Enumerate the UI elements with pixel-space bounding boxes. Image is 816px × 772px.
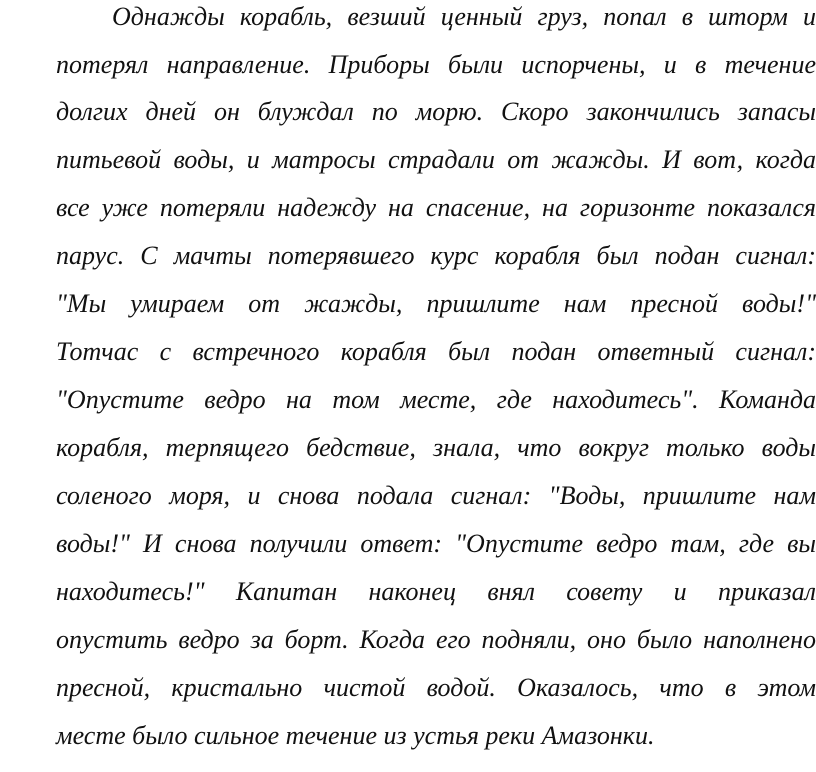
paragraph-line: корабля, терпящего бедствие, знала, что вокруг только воды <box>56 433 816 462</box>
paragraph-line: долгих дней он блуждал по морю. Скоро закончились запасы <box>56 97 816 126</box>
paragraph-line: опустить ведро за борт. Когда его подняли, оно было наполнено <box>56 625 816 654</box>
paragraph-line: Тотчас с встречного корабля был подан ответный сигнал: <box>56 337 816 366</box>
paragraph-line: питьевой воды, и матросы страдали от жажды. И вот, когда <box>56 145 816 174</box>
paragraph-line: "Опустите ведро на том месте, где находитесь". Команда <box>56 385 816 414</box>
paragraph-line: месте было сильное течение из устья реки Амазонки. <box>56 721 655 750</box>
paragraph-line: потерял направление. Приборы были испорчены, и в течение <box>56 50 816 79</box>
paragraph-line: Однажды корабль, везший ценный груз, попал в шторм и <box>112 2 816 31</box>
paragraph-line: "Мы умираем от жажды, пришлите нам пресной воды!" <box>56 289 816 318</box>
paragraph-line: парус. С мачты потерявшего курс корабля был подан сигнал: <box>56 241 816 270</box>
paragraph-line: соленого моря, и снова подала сигнал: "Воды, пришлите нам <box>56 481 816 510</box>
paragraph-line: все уже потеряли надежду на спасение, на горизонте показался <box>56 193 816 222</box>
paragraph-line: воды!" И снова получили ответ: "Опустите ведро там, где вы <box>56 529 816 558</box>
paragraph-line: находитесь!" Капитан наконец внял совету и приказал <box>56 577 816 606</box>
paragraph-line: пресной, кристально чистой водой. Оказалось, что в этом <box>56 673 816 702</box>
